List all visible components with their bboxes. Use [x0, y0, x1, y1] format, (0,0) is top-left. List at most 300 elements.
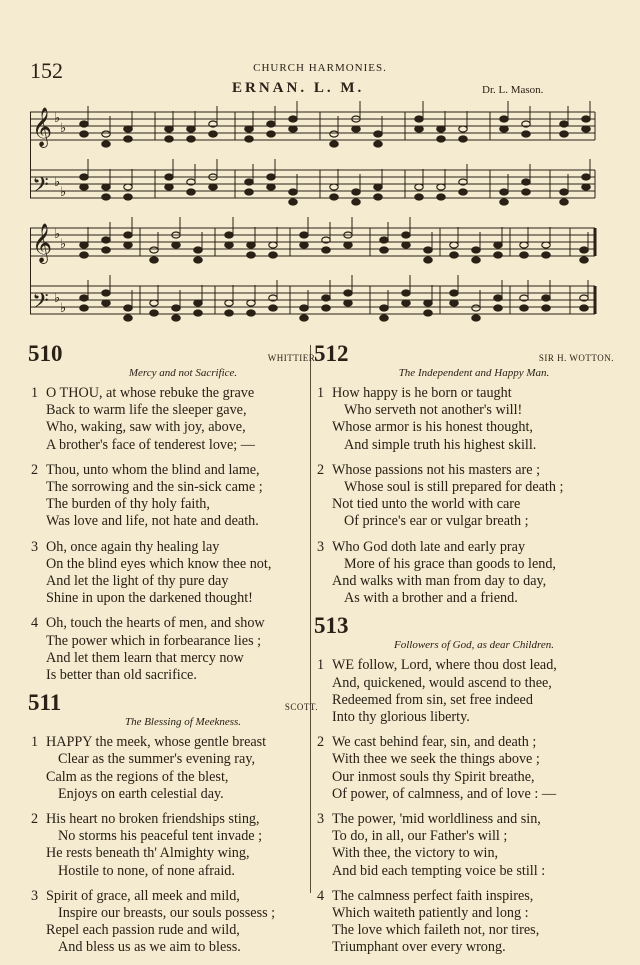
tune-composer: Dr. L. Mason. — [482, 84, 544, 96]
note-head — [289, 126, 297, 132]
verse-text: Triumphant over every wrong. — [332, 939, 506, 956]
note-head — [80, 252, 88, 258]
verse-text: And, quickened, would ascend to thee, — [332, 674, 552, 691]
running-title: CHURCH HARMONIES. — [253, 62, 387, 74]
verse-text: Clear as the summer's evening ray, — [58, 751, 256, 768]
stanza-number: 3 — [31, 887, 39, 904]
note-head — [172, 242, 180, 248]
note-head — [102, 141, 110, 147]
verse-text: Of prince's ear or vulgar breath ; — [344, 513, 529, 530]
verse-text: And let them learn that mercy now — [46, 649, 244, 666]
note-head — [289, 189, 297, 195]
verse-line — [314, 786, 614, 803]
verse-text: Who God doth late and early pray — [332, 538, 526, 555]
verse-text: How happy is he born or taught — [332, 385, 512, 401]
note-head — [520, 242, 528, 248]
hymn — [314, 343, 614, 607]
note-head — [267, 174, 275, 180]
note-head — [300, 242, 308, 248]
note-head — [102, 300, 110, 306]
note-head — [560, 121, 568, 127]
note-head — [344, 300, 352, 306]
note-head — [437, 184, 445, 190]
verse-line — [28, 769, 318, 786]
verse-text: Spirit of grace, all meek and mild, — [46, 887, 240, 904]
verse-line — [314, 751, 614, 768]
note-head — [415, 116, 423, 122]
note-head — [330, 194, 338, 200]
verse-line — [314, 863, 614, 880]
verse-text: No storms his peaceful tent invade ; — [58, 828, 263, 845]
note-head — [322, 305, 330, 311]
verse-text: The love which faileth not, nor tires, — [332, 922, 540, 939]
hymn-header — [28, 343, 318, 367]
verse-line — [28, 615, 318, 632]
note-head — [124, 242, 132, 248]
stanza — [28, 462, 318, 531]
verse-text: Oh, once again thy healing lay — [46, 538, 220, 555]
note-head — [245, 189, 253, 195]
note-head — [80, 174, 88, 180]
hymn-subtitle: Mercy and not Sacrifice. — [128, 367, 238, 379]
verse-text: Whose passions not his masters are ; — [332, 461, 541, 478]
note-head — [124, 136, 132, 142]
verse-line — [314, 419, 614, 436]
note-head — [330, 131, 338, 137]
verse-line — [314, 513, 614, 530]
note-head — [380, 305, 388, 311]
note-head — [165, 126, 173, 132]
note-head — [402, 242, 410, 248]
note-head — [102, 237, 110, 243]
page-number: 152 — [30, 58, 63, 83]
note-head — [472, 305, 480, 311]
note-head — [150, 300, 158, 306]
note-head — [472, 315, 480, 321]
flat-sign-icon: ♭ — [60, 184, 67, 199]
hymn-number: 512 — [314, 341, 349, 366]
note-head — [124, 315, 132, 321]
treble-clef-icon: 𝄞 — [32, 107, 53, 147]
verse-line — [28, 419, 318, 436]
note-head — [352, 189, 360, 195]
note-head — [150, 257, 158, 263]
verse-line — [28, 811, 318, 828]
verse-text: And let the light of thy pure day — [46, 573, 229, 590]
verse-text: To do, in all, our Father's will ; — [332, 828, 508, 845]
stanza — [314, 734, 614, 803]
note-head — [580, 247, 588, 253]
verse-text: Our inmost souls thy Spirit breathe, — [332, 768, 535, 785]
verse-text: More of his grace than goods to lend, — [344, 555, 556, 572]
verse-text: Thou, unto whom the blind and lame, — [46, 461, 260, 478]
note-head — [102, 247, 110, 253]
stanza — [28, 811, 318, 880]
hymn-author: WHITTIER. — [267, 353, 318, 363]
note-head — [165, 184, 173, 190]
hymn-author: SCOTT. — [284, 702, 318, 713]
note-head — [380, 237, 388, 243]
note-head — [187, 126, 195, 132]
flat-sign-icon: ♭ — [54, 226, 61, 241]
note-head — [124, 184, 132, 190]
stanza-number: 4 — [31, 615, 39, 632]
note-head — [225, 300, 233, 306]
hymn — [28, 692, 318, 956]
note-head — [450, 300, 458, 306]
note-head — [520, 252, 528, 258]
stanza — [314, 811, 614, 880]
verse-text: The power, 'mid worldliness and sin, — [332, 811, 541, 828]
note-head — [102, 184, 110, 190]
verse-line — [314, 573, 614, 590]
note-head — [500, 126, 508, 132]
stanza — [314, 462, 614, 531]
note-head — [437, 126, 445, 132]
note-head — [269, 242, 277, 248]
verse-text: And bid each tempting voice be still : — [332, 862, 546, 879]
verse-text: Who, waking, saw with joy, above, — [46, 419, 246, 436]
verse-text: Inspire our breasts, our souls possess ; — [58, 905, 276, 922]
left-column — [28, 343, 318, 965]
note-head — [194, 300, 202, 306]
verse-line — [314, 692, 614, 709]
flat-sign-icon: ♭ — [60, 300, 67, 315]
note-head — [194, 247, 202, 253]
verse-line — [28, 863, 318, 880]
stanza — [314, 657, 614, 726]
verse-line — [28, 385, 318, 402]
verse-text: He rests beneath th' Almighty wing, — [46, 845, 250, 862]
stanza-number: 2 — [31, 461, 39, 478]
note-head — [459, 189, 467, 195]
note-head — [80, 295, 88, 301]
note-head — [402, 300, 410, 306]
note-head — [560, 199, 568, 205]
note-head — [300, 315, 308, 321]
stanza — [314, 888, 614, 957]
verse-text: Whose soul is still prepared for death ; — [344, 479, 564, 496]
stanza-number: 1 — [31, 734, 39, 751]
hymn-number: 513 — [314, 613, 349, 639]
note-head — [247, 300, 255, 306]
stanza-number: 1 — [31, 385, 39, 401]
verse-line — [314, 496, 614, 513]
verse-line — [314, 437, 614, 454]
note-head — [459, 126, 467, 132]
hymn — [28, 343, 318, 684]
note-head — [245, 179, 253, 185]
note-head — [437, 136, 445, 142]
verse-line — [28, 573, 318, 590]
note-head — [494, 295, 502, 301]
verse-text: Is better than old sacrifice. — [46, 667, 197, 684]
note-head — [80, 305, 88, 311]
note-head — [267, 131, 275, 137]
verse-line — [314, 539, 614, 556]
hymn-number: 511 — [28, 690, 62, 716]
verse-line — [314, 888, 614, 905]
hymn-subtitle: The Independent and Happy Man. — [398, 367, 550, 379]
note-head — [150, 247, 158, 253]
verse-text: Not tied unto the world with care — [332, 496, 521, 513]
note-head — [247, 242, 255, 248]
verse-line — [314, 845, 614, 862]
verse-line — [28, 437, 318, 454]
note-head — [194, 257, 202, 263]
verse-line — [28, 556, 318, 573]
verse-line — [314, 675, 614, 692]
note-head — [560, 189, 568, 195]
verse-text: Redeemed from sin, set free indeed — [332, 691, 533, 708]
note-head — [300, 232, 308, 238]
verse-line — [314, 811, 614, 828]
verse-text: On the blind eyes which know thee not, — [46, 555, 272, 572]
hymn-header — [314, 343, 614, 367]
bass-clef-icon: 𝄢 — [32, 173, 49, 203]
note-head — [374, 131, 382, 137]
hymn-number: 510 — [28, 341, 63, 366]
note-head — [424, 247, 432, 253]
note-head — [542, 295, 550, 301]
verse-line — [28, 650, 318, 667]
note-head — [300, 305, 308, 311]
hymn-author: SIR H. WOTTON. — [538, 353, 614, 363]
stanza-number: 3 — [317, 811, 325, 828]
verse-text: With thee, the victory to win, — [332, 845, 499, 862]
note-head — [194, 310, 202, 316]
note-head — [542, 252, 550, 258]
stanza-number: 1 — [317, 385, 325, 401]
verse-line — [28, 939, 318, 956]
note-head — [322, 295, 330, 301]
note-head — [500, 116, 508, 122]
hymn-header — [28, 692, 318, 716]
verse-text: Repel each passion rude and wild, — [46, 922, 240, 939]
verse-line — [314, 734, 614, 751]
verse-line — [28, 922, 318, 939]
note-head — [580, 305, 588, 311]
note-head — [80, 121, 88, 127]
note-head — [344, 242, 352, 248]
note-head — [374, 184, 382, 190]
note-head — [424, 300, 432, 306]
verse-line — [28, 828, 318, 845]
verse-text: As with a brother and a friend. — [344, 590, 518, 607]
note-head — [522, 131, 530, 137]
verse-line — [314, 462, 614, 479]
verse-line — [314, 556, 614, 573]
stanza — [28, 888, 318, 957]
verse-text: The sorrowing and the sin-sick came ; — [46, 479, 263, 496]
right-column — [314, 343, 614, 965]
note-head — [424, 257, 432, 263]
note-head — [522, 189, 530, 195]
verse-line — [314, 939, 614, 956]
note-head — [582, 126, 590, 132]
note-head — [374, 194, 382, 200]
note-head — [225, 232, 233, 238]
note-head — [124, 126, 132, 132]
verse-text: Calm as the regions of the blest, — [46, 768, 229, 785]
note-head — [225, 310, 233, 316]
stanza-number: 2 — [317, 734, 325, 751]
verse-line — [28, 734, 318, 751]
verse-line — [28, 402, 318, 419]
note-head — [267, 121, 275, 127]
note-head — [402, 290, 410, 296]
verse-text: Which waiteth patiently and long : — [332, 905, 529, 922]
note-head — [500, 189, 508, 195]
verse-line — [28, 888, 318, 905]
note-head — [289, 116, 297, 122]
note-head — [580, 257, 588, 263]
note-head — [124, 232, 132, 238]
note-head — [494, 252, 502, 258]
verse-line — [28, 667, 318, 684]
note-head — [289, 199, 297, 205]
note-head — [330, 184, 338, 190]
hymn — [314, 615, 614, 956]
music-score — [30, 100, 600, 332]
verse-text: We cast behind fear, sin, and death ; — [332, 734, 537, 751]
verse-line — [28, 633, 318, 650]
note-head — [459, 136, 467, 142]
verse-line — [314, 479, 614, 496]
note-head — [124, 194, 132, 200]
hymn-subtitle: The Blessing of Meekness. — [124, 716, 242, 729]
verse-text: Hostile to none, of none afraid. — [58, 862, 235, 879]
note-head — [560, 131, 568, 137]
note-head — [245, 136, 253, 142]
note-head — [415, 184, 423, 190]
bass-clef-icon: 𝄢 — [32, 289, 49, 319]
note-head — [80, 242, 88, 248]
flat-sign-icon: ♭ — [60, 120, 67, 135]
stanza — [314, 539, 614, 608]
note-head — [494, 305, 502, 311]
note-head — [80, 184, 88, 190]
stanza-number: 1 — [317, 657, 325, 674]
stanza — [314, 385, 614, 454]
verse-line — [28, 905, 318, 922]
note-head — [380, 315, 388, 321]
note-head — [582, 116, 590, 122]
note-head — [172, 305, 180, 311]
note-head — [415, 126, 423, 132]
stanza-number: 3 — [317, 538, 325, 555]
verse-text: HAPPY the meek, whose gentle breast — [46, 734, 267, 751]
verse-text: Enjoys on earth celestial day. — [58, 785, 224, 802]
note-head — [472, 257, 480, 263]
verse-text: Of power, of calmness, and of love : — — [332, 785, 557, 802]
verse-line — [314, 657, 614, 674]
hymn-header — [314, 615, 614, 639]
note-head — [172, 315, 180, 321]
note-head — [352, 126, 360, 132]
verse-text: His heart no broken friendships sting, — [46, 811, 260, 828]
note-head — [267, 184, 275, 190]
note-head — [322, 247, 330, 253]
verse-text: Shine in upon the darkened thought! — [46, 590, 253, 607]
verse-line — [314, 402, 614, 419]
flat-sign-icon: ♭ — [54, 110, 61, 125]
tune-title: ERNAN. L. M. — [232, 80, 365, 96]
verse-text: Was love and life, not hate and death. — [46, 513, 259, 530]
verse-text: Back to warm life the sleeper gave, — [46, 402, 247, 419]
verse-line — [28, 751, 318, 768]
verse-line — [28, 513, 318, 530]
verse-text: WE follow, Lord, where thou dost lead, — [332, 657, 557, 674]
note-head — [380, 247, 388, 253]
note-head — [542, 305, 550, 311]
verse-line — [314, 709, 614, 726]
verse-line — [314, 922, 614, 939]
verse-line — [28, 590, 318, 607]
note-head — [352, 199, 360, 205]
verse-text: Into thy glorious liberty. — [332, 709, 470, 726]
verse-text: The calmness perfect faith inspires, — [332, 887, 534, 904]
note-head — [450, 242, 458, 248]
verse-line — [28, 845, 318, 862]
note-head — [494, 242, 502, 248]
stanza-number: 4 — [317, 887, 325, 904]
note-head — [247, 252, 255, 258]
stanza-number: 3 — [31, 538, 39, 555]
note-head — [245, 126, 253, 132]
flat-sign-icon: ♭ — [54, 174, 61, 189]
stanza-number: 2 — [317, 461, 325, 478]
note-head — [582, 174, 590, 180]
note-head — [522, 179, 530, 185]
stanza — [28, 385, 318, 454]
hymn-subtitle: Followers of God, as dear Children. — [393, 639, 554, 652]
verse-text: O THOU, at whose rebuke the grave — [46, 385, 255, 401]
note-head — [102, 194, 110, 200]
note-head — [187, 136, 195, 142]
stanza — [28, 539, 318, 608]
verse-line — [28, 786, 318, 803]
note-head — [102, 290, 110, 296]
note-head — [330, 141, 338, 147]
verse-text: Oh, touch the hearts of men, and show — [46, 615, 265, 632]
verse-text: And simple truth his highest skill. — [344, 436, 537, 453]
note-head — [450, 290, 458, 296]
treble-clef-icon: 𝄞 — [32, 223, 53, 263]
note-head — [80, 131, 88, 137]
verse-line — [28, 539, 318, 556]
note-head — [165, 136, 173, 142]
note-head — [165, 174, 173, 180]
note-head — [124, 305, 132, 311]
note-head — [102, 131, 110, 137]
note-head — [247, 310, 255, 316]
note-head — [472, 247, 480, 253]
verse-line — [28, 496, 318, 513]
note-head — [344, 290, 352, 296]
verse-line — [314, 590, 614, 607]
verse-text: A brother's face of tenderest love; — — [46, 436, 255, 453]
note-head — [150, 310, 158, 316]
note-head — [187, 189, 195, 195]
flat-sign-icon: ♭ — [54, 290, 61, 305]
note-head — [437, 194, 445, 200]
note-head — [225, 242, 233, 248]
verse-line — [314, 385, 614, 402]
verse-line — [314, 769, 614, 786]
stanza-number: 2 — [31, 811, 39, 828]
note-head — [542, 242, 550, 248]
